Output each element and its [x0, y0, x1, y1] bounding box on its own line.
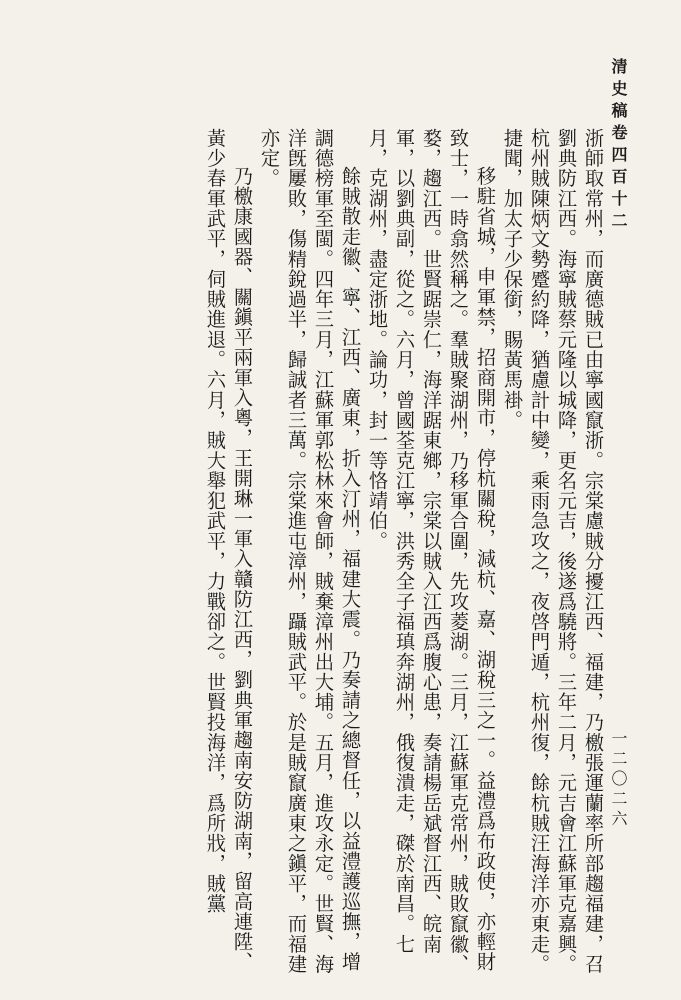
paragraph: 浙師取常州，而廣德賊已由寧國竄浙。宗棠慮賊分擾江西、福建，乃檄張運蘭率所部趨福建，召劉典防江西。海寧賊蔡元隆以城降，更名元吉，後遂爲驍將。三年二月，元吉會江蘇軍克嘉興。杭州賊陳炳文勢蹙約降，猶慮計中變，乘雨急攻之，夜啓門遁，杭州復，餘杭賊汪海洋亦東走。捷聞，加太子少保銜，賜黃馬褂。: [501, 128, 605, 975]
paragraph: 餘賊散走徽、寧、江西、廣東，折入汀州，福建大震。乃奏請之總督任，以益澧護巡撫，增調德榜軍至閩。四年三月，江蘇軍郭松林來會師，賊棄漳州出大埔。五月，進攻永定。世賢、海洋旣屢敗，傷精銳過半，歸誠者三萬。宗棠進屯漳州，躡賊武平。於是賊竄廣東之鎭平，而福建亦定。: [258, 128, 362, 975]
body-text: [202, 128, 607, 978]
paragraph: 乃檄康國器、關鎭平兩軍入粵，王開琳一軍入贛防江西，劉典軍趨南安防湖南，留高連陞、黃少春軍武平，伺賊進退。六月，賊大舉犯武平，力戰卻之。世賢投海洋，爲所戕，賊黨: [204, 128, 254, 973]
running-title: 清史稿卷四百十二: [609, 58, 628, 234]
page-number: 一二〇二六: [609, 730, 628, 830]
paragraph: 移駐省城，申軍禁，招商開市，停杭關稅，減杭、嘉、湖稅三之一。益澧爲布政使，亦輕財致士，一時翕然稱之。羣賊聚湖州，乃移軍合圍，先攻菱湖。三月，江蘇軍克常州，賊敗竄徽、婺，趨江西。世賢踞崇仁，海洋踞東鄉，宗棠以賊入江西爲腹心患，奏請楊岳斌督江西、皖南軍，以劉典副，從之。六月，曾國荃克江寧，洪秀全子福瑱奔湖州，俄復潰走，磔於南昌。七月，克湖州，盡定浙地。論功，封一等恪靖伯。: [366, 128, 497, 975]
